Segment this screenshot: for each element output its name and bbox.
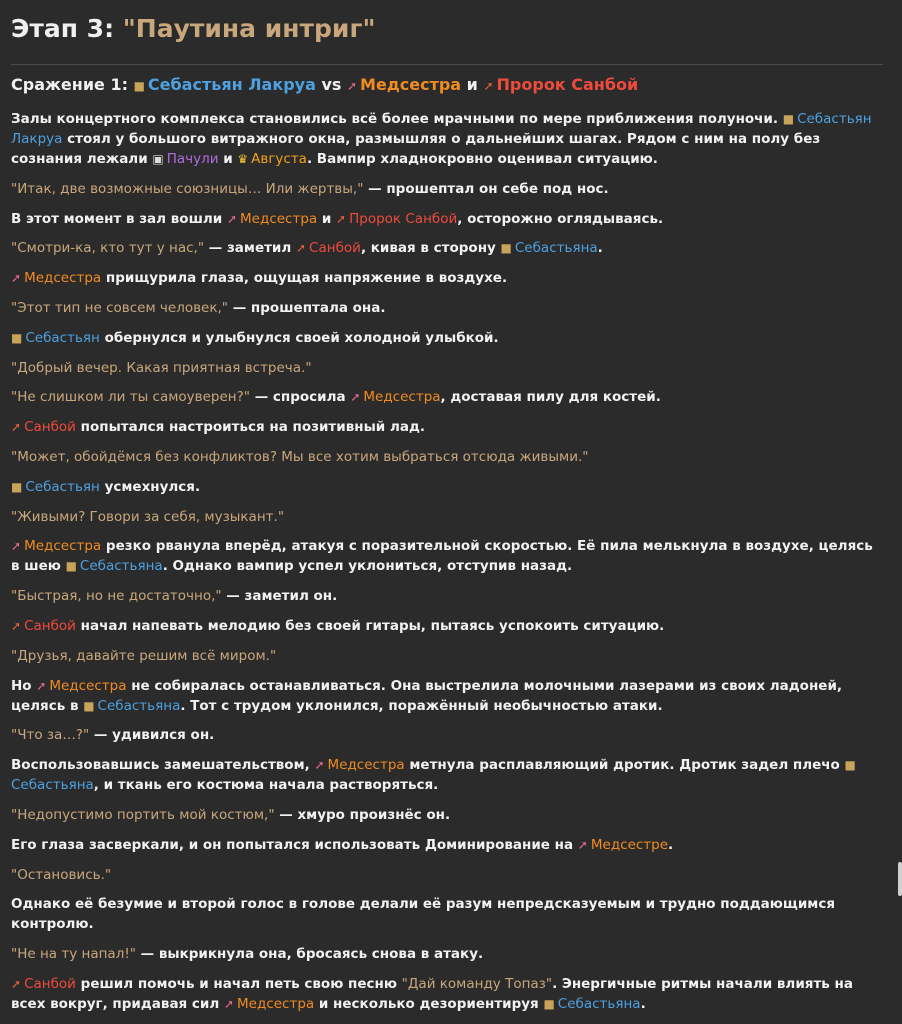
- dialogue: "Смотри-ка, кто тут у нас,": [11, 240, 205, 257]
- top-hat-icon: ■: [133, 79, 145, 93]
- battle-label: Сражение 1:: [11, 75, 128, 94]
- dialogue: "Недопустимо портить мой костюм,": [11, 806, 275, 823]
- syringe-icon: ➚: [350, 390, 361, 405]
- nurse-name: Медсестра: [24, 270, 102, 287]
- paragraph: [11, 676, 883, 716]
- text: резко рванула вперёд, атакуя с поразительной скоростью. Её пила мелькнула в воздухе, целясь в шею: [11, 538, 873, 575]
- paragraph: [11, 268, 883, 288]
- top-hat-icon: ■: [11, 330, 23, 345]
- sebastian-name: Себастьян: [25, 478, 100, 495]
- crown-icon: ♛: [237, 152, 249, 166]
- paragraph: [11, 536, 883, 576]
- text: — прошептал он себе под нос.: [363, 180, 609, 197]
- paragraph: [11, 209, 883, 229]
- text: попытался настроиться на позитивный лад.: [75, 419, 425, 436]
- text: — спросила: [250, 389, 351, 406]
- top-hat-icon: ■: [782, 112, 795, 126]
- dialogue: "Не слишком ли ты самоуверен?": [11, 389, 250, 406]
- page-title: [11, 0, 883, 62]
- paragraph: [11, 755, 883, 795]
- dialogue: "Живыми? Говори за себя, музыкант.": [11, 508, 285, 525]
- guitar-icon: ➚: [11, 420, 22, 435]
- text: — прошептала она.: [228, 299, 386, 316]
- sanboy-name: Санбой: [24, 975, 76, 992]
- paragraph: [11, 865, 883, 885]
- text: — удивился он.: [89, 727, 215, 744]
- dialogue: "Остановись.": [11, 866, 112, 883]
- prophet-name: Пророк Санбой: [496, 75, 639, 94]
- sebastian-name: Себастьяна: [79, 558, 163, 575]
- paragraph: [11, 805, 883, 825]
- syringe-icon: ➚: [577, 837, 588, 852]
- prophet-name: Пророк Санбой: [349, 210, 458, 227]
- top-hat-icon: ■: [844, 758, 856, 773]
- dialogue: "Что за…?": [11, 727, 90, 744]
- text: обернулся и улыбнулся своей холодной улыбкой.: [99, 329, 499, 346]
- text: не собиралась останавливаться. Она выстрелила молочными лазерами из своих ладоней, целясь в: [11, 677, 843, 714]
- paragraph: [11, 298, 883, 318]
- paragraph: [11, 616, 883, 636]
- dialogue: "Добрый вечер. Какая приятная встреча.": [11, 359, 312, 376]
- text: . Энергичные ритмы начали влиять на всех вокруг, придавая сил: [11, 975, 853, 1012]
- dialogue: "Друзья, давайте решим всё миром.": [11, 647, 277, 664]
- paragraph: [11, 179, 883, 199]
- syringe-icon: ➚: [226, 211, 238, 226]
- text: и: [218, 151, 238, 167]
- nurse-name: Медсестра: [327, 757, 405, 774]
- text: В этот момент в зал вошли: [11, 210, 227, 227]
- title-name: "Паутина интриг": [122, 14, 376, 43]
- dialogue: "Итак, две возможные союзницы… Или жертвы,": [11, 180, 364, 197]
- sebastian-name: Себастьян Лакруа: [11, 111, 872, 147]
- and-label: и: [466, 75, 478, 94]
- battle-heading: [11, 74, 883, 97]
- syringe-icon: ➚: [11, 271, 22, 286]
- augusta-name: Августа: [251, 151, 307, 167]
- text: , доставая пилу для костей.: [440, 389, 661, 406]
- text: .: [597, 240, 603, 257]
- paragraph: [11, 646, 883, 666]
- syringe-icon: ➚: [11, 539, 22, 554]
- paragraph: [11, 725, 883, 745]
- sanboy-name: Санбой: [309, 240, 361, 257]
- dialogue: "Этот тип не совсем человек,": [11, 299, 229, 316]
- paragraph: [11, 477, 883, 497]
- nurse-name: Медсестра: [240, 210, 318, 227]
- sebastian-name: Себастьяна: [514, 240, 598, 257]
- syringe-icon: ➚: [36, 678, 47, 693]
- scrollbar[interactable]: [897, 0, 902, 1008]
- paragraph: [11, 328, 883, 348]
- sebastian-name: Себастьян: [25, 329, 100, 346]
- text: стоял у большого витражного окна, размышляя о дальнейших шагах. Рядом с ним на полу без сознания лежали: [11, 131, 821, 167]
- paragraph: [11, 238, 883, 258]
- dialogue: "Может, обойдёмся без конфликтов? Мы все хотим выбраться отсюда живыми.": [11, 448, 589, 465]
- text: , и ткань его костюма начала растворяться.: [93, 777, 439, 794]
- paragraph: [11, 507, 883, 527]
- text: — выкрикнула она, бросаясь снова в атаку.: [135, 946, 484, 963]
- dialogue: "Не на ту напал!": [11, 946, 136, 963]
- top-hat-icon: ■: [500, 241, 512, 256]
- guitar-icon: ➚: [483, 79, 494, 93]
- text: — заметил он.: [221, 588, 338, 605]
- syringe-icon: ➚: [223, 996, 235, 1011]
- text: .: [640, 995, 646, 1012]
- text: Воспользовавшись замешательством,: [11, 757, 315, 774]
- paragraph: [11, 417, 883, 437]
- text: Но: [11, 677, 37, 694]
- nurse-name: Медсестра: [363, 389, 441, 406]
- document: [11, 0, 883, 1024]
- text: и: [317, 210, 337, 227]
- text: . Тот с трудом уклонился, поражённый необычностью атаки.: [180, 697, 663, 714]
- nurse-name: Медсестре: [590, 836, 669, 853]
- text: , кивая в сторону: [360, 240, 501, 257]
- paragraph: [11, 944, 883, 964]
- sanboy-name: Санбой: [24, 617, 76, 634]
- text: — заметил: [204, 240, 296, 257]
- text: решил помочь и начал петь свою песню: [75, 975, 402, 992]
- text: . Вампир хладнокровно оценивал ситуацию.: [306, 151, 658, 167]
- sebastian-name: Себастьян Лакруа: [147, 75, 316, 94]
- nurse-name: Медсестра: [237, 995, 315, 1012]
- sanboy-name: Санбой: [24, 419, 76, 436]
- top-hat-icon: ■: [543, 996, 555, 1011]
- song-title: "Дай команду Топаз": [401, 975, 553, 992]
- text: Его глаза засверкали, и он попытался использовать Доминирование на: [11, 836, 578, 853]
- sebastian-name: Себастьяна: [557, 995, 641, 1012]
- paragraph: [11, 387, 883, 407]
- title-prefix: Этап 3:: [11, 14, 123, 43]
- text: метнула расплавляющий дротик. Дротик задел плечо: [404, 757, 845, 774]
- top-hat-icon: ■: [11, 479, 23, 494]
- guitar-icon: ➚: [336, 211, 347, 226]
- vs-label: vs: [321, 75, 342, 94]
- paragraph: [11, 894, 883, 934]
- guitar-icon: ➚: [11, 976, 22, 991]
- top-hat-icon: ■: [83, 698, 95, 713]
- nurse-name: Медсестра: [360, 75, 462, 94]
- divider: [11, 64, 883, 65]
- text: Однако её безумие и второй голос в голове делали её разум непредсказуемым и трудно поддающимся контролю.: [11, 896, 836, 933]
- guitar-icon: ➚: [295, 241, 307, 256]
- text: прищурила глаза, ощущая напряжение в воздухе.: [101, 270, 508, 287]
- syringe-icon: ➚: [346, 79, 358, 93]
- top-hat-icon: ■: [65, 559, 77, 574]
- text: , осторожно оглядываясь.: [457, 210, 664, 227]
- sebastian-name: Себастьяна: [11, 777, 94, 794]
- book-icon: ▣: [152, 152, 164, 166]
- text: .: [668, 836, 674, 853]
- text: начал напевать мелодию без своей гитары, пытаясь успокоить ситуацию.: [75, 617, 665, 634]
- paragraph: [11, 358, 883, 378]
- nurse-name: Медсестра: [24, 538, 102, 555]
- guitar-icon: ➚: [11, 618, 22, 633]
- paragraph: [11, 586, 883, 606]
- scrollbar-thumb[interactable]: [898, 862, 902, 896]
- text: . Однако вампир успел уклониться, отступив назад.: [162, 558, 573, 575]
- paragraph: [11, 835, 883, 855]
- sebastian-name: Себастьяна: [97, 697, 181, 714]
- dialogue: "Быстрая, но не достаточно,": [11, 588, 222, 605]
- text: Залы концертного комплекса становились всё более мрачными по мере приближения полуночи.: [11, 111, 783, 127]
- text: усмехнулся.: [99, 478, 201, 495]
- paragraph: [11, 109, 883, 169]
- patchouli-name: Пачули: [166, 151, 219, 167]
- text: и несколько дезориентируя: [314, 995, 544, 1012]
- paragraph: [11, 447, 883, 467]
- text: — хмуро произнёс он.: [274, 806, 451, 823]
- nurse-name: Медсестра: [49, 677, 127, 694]
- syringe-icon: ➚: [314, 758, 325, 773]
